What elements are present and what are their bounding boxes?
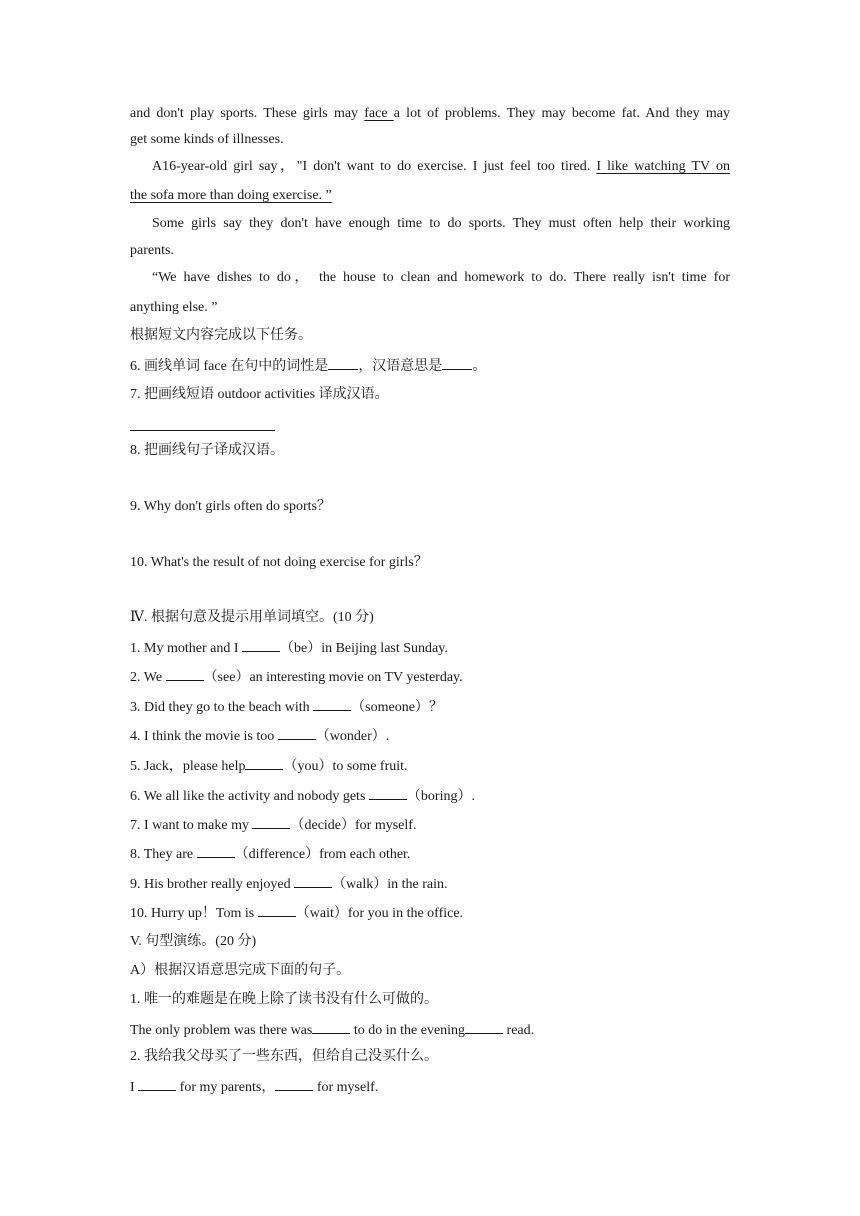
section-5-q2-chinese: 2. 我给我父母买了一些东西，但给自己没买什么。: [130, 1049, 438, 1064]
answer-blank[interactable]: [278, 726, 316, 740]
answer-blank[interactable]: [369, 786, 407, 800]
passage-line: get some kinds of illnesses.: [130, 132, 284, 147]
answer-blank[interactable]: [294, 874, 332, 888]
answer-blank[interactable]: [328, 356, 358, 370]
question-7: 7. 把画线短语 outdoor activities 译成汉语。: [130, 387, 389, 402]
answer-blank[interactable]: [252, 815, 290, 829]
answer-blank[interactable]: [166, 667, 204, 681]
passage-line: anything else. ”: [130, 300, 218, 315]
task-intro: 根据短文内容完成以下任务。: [130, 328, 312, 343]
passage-line: parents.: [130, 243, 174, 258]
answer-blank[interactable]: [442, 356, 472, 370]
section-5-title: V. 句型演练。(20 分): [130, 934, 257, 949]
fill-in-item: 9. His brother really enjoyed （walk）in the rain.: [130, 874, 448, 895]
answer-blank[interactable]: [245, 756, 283, 770]
fill-in-item: 8. They are （difference）from each other.: [130, 844, 410, 865]
question-8: 8. 把画线句子译成汉语。: [130, 443, 284, 458]
fill-in-item: 10. Hurry up！Tom is （wait）for you in the office.: [130, 903, 463, 924]
question-10: 10. What's the result of not doing exercise for girls？: [130, 555, 428, 570]
answer-blank[interactable]: [312, 1020, 350, 1034]
question-9: 9. Why don't girls often do sports？: [130, 499, 331, 514]
passage-line: “We have dishes to do， the house to clean and homework to do. There really isn't time for: [152, 270, 730, 285]
answer-blank[interactable]: [275, 1077, 313, 1091]
fill-in-item: 5. Jack，please help （you）to some fruit.: [130, 756, 408, 777]
fill-in-item: 7. I want to make my （decide）for myself.: [130, 815, 416, 836]
answer-blank[interactable]: [465, 1020, 503, 1034]
answer-blank[interactable]: [197, 844, 235, 858]
fill-in-item: 4. I think the movie is too （wonder）.: [130, 726, 389, 747]
section-4-title: Ⅳ. 根据句意及提示用单词填空。(10 分): [130, 610, 374, 625]
underlined-sentence: I like watching TV on: [596, 159, 730, 174]
section-5-part-a: A）根据汉语意思完成下面的句子。: [130, 963, 351, 978]
passage-line: A16-year-old girl say，"I don't want to do exercise. I just feel too tired. I like watching TV on: [152, 159, 730, 174]
answer-blank[interactable]: [313, 697, 351, 711]
fill-in-item: 6. We all like the activity and nobody gets （boring）.: [130, 786, 475, 807]
passage-line: and don't play sports. These girls may face a lot of problems. They may become fat. And they may: [130, 106, 730, 121]
underlined-word-face: face: [364, 106, 394, 121]
answer-blank[interactable]: [242, 638, 280, 652]
question-6: 6. 画线单词 face 在句中的词性是 ，汉语意思是 。: [130, 356, 486, 377]
passage-line: Some girls say they don't have enough time to do sports. They must often help their working: [152, 216, 730, 231]
answer-blank[interactable]: [258, 903, 296, 917]
fill-in-item: 3. Did they go to the beach with （someone）？: [130, 697, 443, 718]
fill-in-item: 2. We （see）an interesting movie on TV yesterday.: [130, 667, 463, 688]
answer-blank[interactable]: [138, 1077, 176, 1091]
section-5-q1-english: The only problem was there was to do in the evening read.: [130, 1020, 534, 1041]
section-5-q2-english: I for my parents， for myself.: [130, 1077, 378, 1098]
section-5-q1-chinese: 1. 唯一的难题是在晚上除了读书没有什么可做的。: [130, 992, 438, 1007]
underlined-sentence-cont: the sofa more than doing exercise. ”: [130, 188, 332, 203]
fill-in-item: 1. My mother and I （be）in Beijing last Sunday.: [130, 638, 448, 659]
answer-line[interactable]: [130, 430, 275, 431]
